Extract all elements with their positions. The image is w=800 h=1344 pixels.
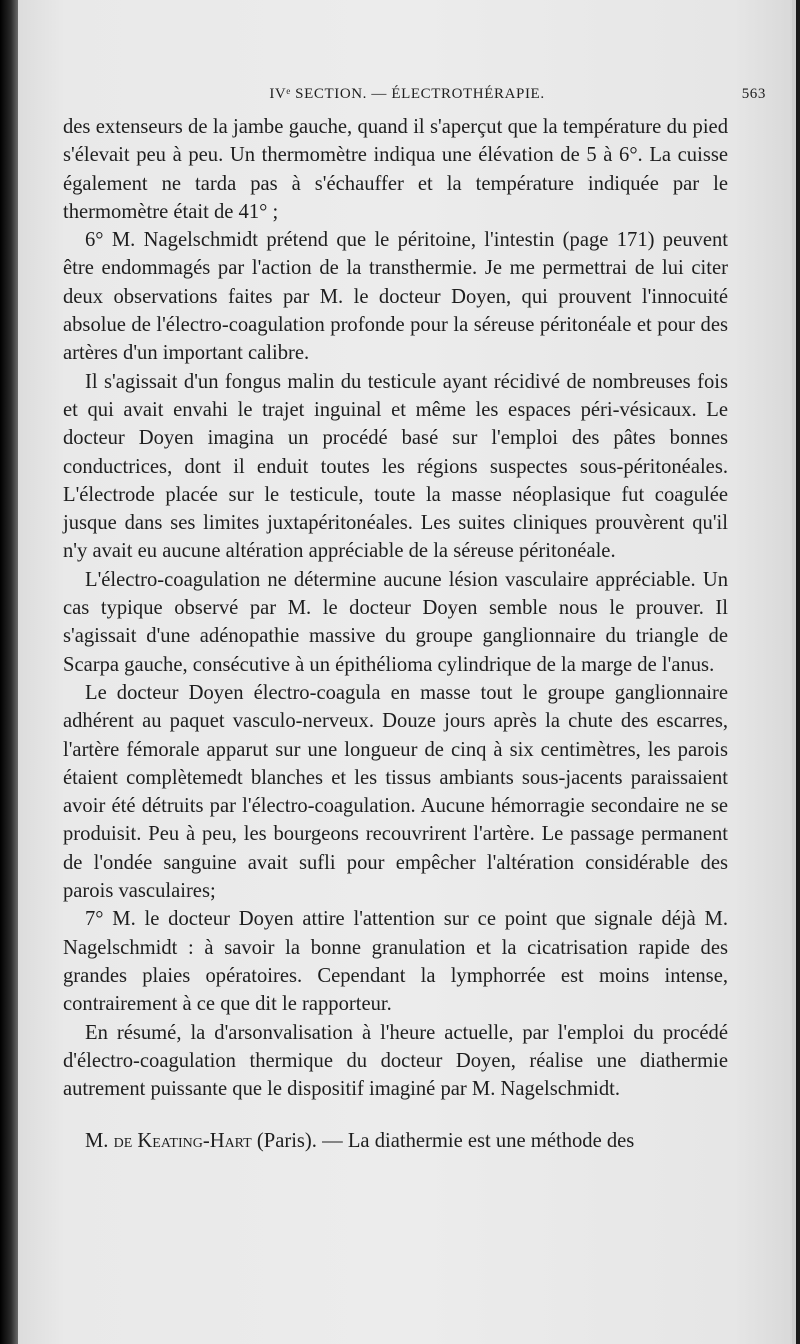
paragraph-5: Le docteur Doyen électro-coagula en masse tout le groupe ganglionnaire adhérent au paquet vasculo-nerveux. Douze jours après la chute des escarres, l'artère fémorale apparut sur une longueur de cinq à six centimètres, les parois étaient complètemedt blanches et les tissus ambiants sous-jacents paraissaient avoir été détruits par l'électro-coagulation. Aucune hémorragie secondaire ne se produisit. Peu à peu, les bourgeons recouvrirent l'artère. Le passage permanent de l'ondée sanguine avait sufli pour empêcher l'altération considérable des parois vasculaires; <box>63 681 728 903</box>
running-header <box>18 86 796 108</box>
page-edge <box>792 0 796 1344</box>
body-text <box>63 113 728 1156</box>
section-title: IVᵉ SECTION. — ÉLECTROTHÉRAPIE. <box>269 86 545 102</box>
speaker-particle: de <box>113 1130 138 1153</box>
paragraph-3: Il s'agissait d'un fongus malin du testicule ayant récidivé de nombreuses fois et qui avait envahi le trajet inguinal et même les espaces péri-vésicaux. Le docteur Doyen imagina un procédé basé sur l'emploi des pâtes bonnes conductrices, dont il enduit toutes les régions suspectes sous-péritonéales. L'électrode placée sur le testicule, toute la masse néoplasique fut coagulée jusque dans ses limites juxtapéritonéales. Les suites cliniques prouvèrent qu'il n'y avait eu aucune altération appréciable de la séreuse péritonéale. <box>63 370 728 563</box>
paragraph-1: des extenseurs de la jambe gauche, quand il s'aperçut que la température du pied s'élevait peu à peu. Un thermomètre indiqua une élévation de 5 à 6°. La cuisse également ne tarda pas à s'échauffer et la température indiquée par le thermomètre était de 41° ; <box>63 116 728 223</box>
page-number: 563 <box>741 86 766 102</box>
speaker-text: — La diathermie est une méthode des <box>316 1130 635 1153</box>
paragraph-6: 7° M. le docteur Doyen attire l'attention sur ce point que signale déjà M. Nagelschmidt : à savoir la bonne granulation et la cicatrisation rapide des grandes plaies opératoires. Cependant la lymphorrée est moins intense, contrairement à ce que dit le rapporteur. <box>63 908 728 1016</box>
speaker-name: Keating-Hart <box>137 1130 252 1153</box>
paragraph-gap <box>63 1103 728 1127</box>
paragraph-4: L'électro-coagulation ne détermine aucune lésion vasculaire appréciable. Un cas typique observé par M. le docteur Doyen semble nous le prouver. Il s'agissait d'une adénopathie massive du groupe ganglionnaire du triangle de Scarpa gauche, consécutive à un épithélioma cylindrique de la marge de l'anus. <box>63 568 728 676</box>
speaker-paragraph <box>63 1127 728 1155</box>
binding-gutter <box>0 0 18 1344</box>
paragraph-7: En résumé, la d'arsonvalisation à l'heure actuelle, par l'emploi du procédé d'électro-coagulation thermique du docteur Doyen, réalise une diathermie autrement puissante que le dispositif imaginé par M. Nagelschmidt. <box>63 1021 728 1101</box>
speaker-location: (Paris). <box>251 1130 317 1153</box>
paragraph-2: 6° M. Nagelschmidt prétend que le péritoine, l'intestin (page 171) peuvent être endommagés par l'action de la transthermie. Je me permettrai de lui citer deux observations faites par M. le docteur Doyen, qui prouvent l'innocuité absolue de l'électro-coagulation profonde pour la séreuse péritonéale et pour des artères d'un important calibre. <box>63 229 728 365</box>
speaker-prefix: M. <box>85 1130 114 1153</box>
